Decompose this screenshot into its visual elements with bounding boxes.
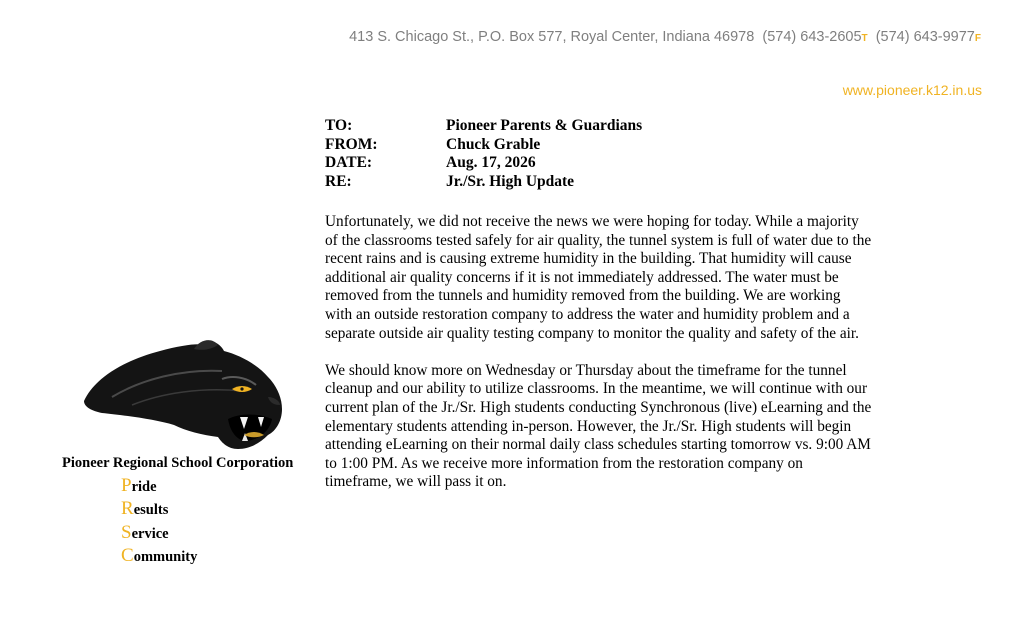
memo-row-to bbox=[325, 117, 642, 136]
memo-label: TO: bbox=[325, 117, 353, 134]
text-line: with an outside restoration company to address the water and humidity problem and a bbox=[325, 305, 850, 323]
paragraph-air-quality bbox=[325, 213, 937, 343]
memo-value: Jr./Sr. High Update bbox=[446, 172, 575, 190]
text-line: current plan of the Jr./Sr. High students conducting Synchronous (live) eLearning and the bbox=[325, 398, 872, 416]
phone-number: (574) 643-2605 bbox=[762, 29, 862, 45]
memo-header bbox=[325, 117, 642, 191]
memo-value: Aug. 17, 2026 bbox=[446, 154, 536, 171]
value-initial: P bbox=[121, 475, 132, 496]
letterhead-address-line bbox=[349, 29, 981, 45]
text-line: of the classrooms tested safely for air quality, the tunnel system is full of water due to the bbox=[325, 231, 872, 249]
memo-value: Pioneer Parents & Guardians bbox=[446, 117, 643, 134]
memo-row-date bbox=[325, 154, 642, 173]
text-line: recent rains and is causing extreme humidity in the building. That humidity will cause bbox=[325, 250, 852, 268]
panther-head-icon bbox=[82, 339, 284, 451]
value-initial: S bbox=[121, 521, 132, 543]
panther-pupil bbox=[240, 387, 243, 390]
value-rest: esults bbox=[133, 502, 169, 519]
prsc-values-list bbox=[121, 474, 197, 567]
value-rest: ommunity bbox=[133, 548, 198, 565]
memo-label: DATE: bbox=[325, 154, 373, 171]
value-initial: C bbox=[121, 544, 134, 566]
text-line: removed from the tunnels and humidity removed from the building. We are working bbox=[325, 287, 841, 305]
letter-body bbox=[325, 213, 937, 511]
memo-label: FROM: bbox=[325, 135, 378, 153]
text-line: timeframe, we will pass it on. bbox=[325, 473, 507, 491]
value-community bbox=[121, 544, 197, 567]
memo-row-from bbox=[325, 136, 642, 155]
value-rest: ervice bbox=[131, 525, 169, 542]
value-pride bbox=[121, 474, 197, 497]
website-link[interactable]: www.pioneer.k12.in.us bbox=[842, 82, 982, 98]
text-line: separate outside air quality testing company to monitor the quality and safety of the air. bbox=[325, 324, 859, 342]
phone-mark: T bbox=[861, 33, 868, 44]
value-rest: ride bbox=[131, 479, 157, 495]
value-initial: R bbox=[121, 498, 134, 520]
memo-label: RE: bbox=[325, 172, 352, 190]
text-line: attending eLearning on their normal daily class schedules starting tomorrow vs. 9:00 AM bbox=[325, 436, 871, 454]
paragraph-schedule bbox=[325, 362, 937, 492]
fax-number: (574) 643-9977 bbox=[875, 29, 975, 45]
value-results bbox=[121, 497, 197, 520]
value-service bbox=[121, 521, 197, 544]
memo-row-re bbox=[325, 173, 642, 192]
text-line: We should know more on Wednesday or Thursday about the timeframe for the tunnel bbox=[325, 361, 847, 379]
organization-name: Pioneer Regional School Corporation bbox=[62, 455, 294, 471]
text-line: additional air quality concerns if it is not immediately addressed. The water must be bbox=[325, 268, 839, 286]
text-line: Unfortunately, we did not receive the news we were hoping for today. While a majority bbox=[325, 213, 859, 230]
memo-value: Chuck Grable bbox=[446, 135, 541, 153]
text-line: to 1:00 PM. As we receive more information from the restoration company on bbox=[325, 454, 803, 472]
street-address: 413 S. Chicago St., P.O. Box 577, Royal Center, Indiana 46978 bbox=[349, 29, 755, 45]
text-line: cleanup and our ability to utilize classrooms. In the meantime, we will continue with our bbox=[325, 380, 868, 398]
text-line: elementary students attending in-person. However, the Jr./Sr. High students will begin bbox=[325, 417, 852, 435]
fax-mark: F bbox=[974, 33, 981, 44]
